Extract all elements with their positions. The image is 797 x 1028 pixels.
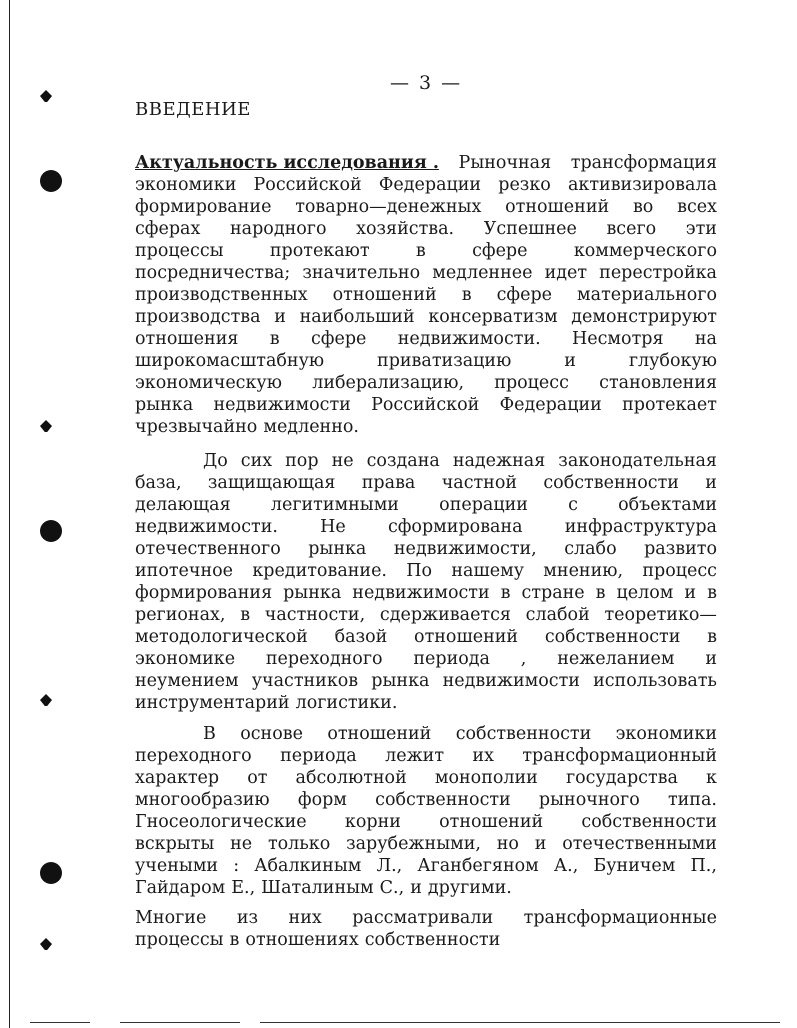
word: А., [553, 856, 579, 876]
word: резко [498, 175, 551, 195]
word: во [632, 197, 654, 217]
text-line [135, 767, 717, 789]
text-line [135, 218, 717, 240]
word: консерватизм [428, 307, 558, 327]
word: собственности [581, 812, 717, 832]
word: в [240, 605, 251, 625]
word: чрезвычайно [135, 417, 258, 437]
word: слабой [525, 605, 590, 625]
word: Рыночная [458, 153, 552, 173]
word: инструментарий [135, 693, 290, 713]
word: Федерации [499, 395, 602, 415]
word: учеными [135, 856, 219, 876]
word: идет [544, 263, 588, 283]
word: сфере [496, 285, 553, 305]
word: периода [413, 649, 490, 669]
text-line [135, 174, 717, 196]
word: права [361, 473, 416, 493]
word: не [230, 834, 253, 854]
word: отношений [332, 285, 437, 305]
word: протекает [622, 395, 717, 415]
word: процессы [135, 241, 224, 261]
word: Аганбегяном [417, 856, 539, 876]
text-line [135, 328, 717, 350]
word: демонстрируют [571, 307, 717, 327]
word: форм [297, 790, 347, 810]
word: инфраструктура [564, 517, 717, 537]
text-line [135, 789, 717, 811]
word: в [461, 285, 472, 305]
word: народного [229, 219, 327, 239]
word: Гайдаром [135, 878, 226, 898]
word: отношений [505, 197, 610, 217]
word: в [415, 241, 426, 261]
word: методологической [135, 627, 308, 647]
word: рынка [283, 583, 342, 603]
word: участников [251, 671, 359, 691]
word: частной [441, 473, 518, 493]
word: собственности [375, 790, 511, 810]
scan-bottom-line [30, 1022, 90, 1023]
text-line [135, 723, 717, 745]
word: процесс [642, 561, 717, 581]
word: наибольший [299, 307, 415, 327]
word: рынка [135, 395, 194, 415]
word: формирования [135, 583, 273, 603]
text-line [135, 516, 717, 538]
word: По [406, 561, 433, 581]
word: трансформация [570, 153, 717, 173]
word: трансформационный [522, 746, 717, 766]
word: мнению, [543, 561, 624, 581]
word: процессы [135, 930, 224, 950]
word: отечественными [562, 834, 717, 854]
word: зарубежными, [346, 834, 481, 854]
text-line [135, 670, 717, 692]
text-line [135, 582, 717, 604]
lead-phrase: Актуальность исследования . [135, 153, 439, 173]
text-line [135, 350, 717, 372]
paragraph [135, 723, 717, 899]
text-line [135, 284, 717, 306]
word: и [705, 649, 717, 669]
text-line [135, 929, 717, 951]
text-line [135, 450, 717, 472]
word: недвижимости, [393, 539, 537, 559]
word: Абалкиным [254, 856, 362, 876]
word: и [564, 351, 576, 371]
word: их [472, 746, 494, 766]
scan-margin-line [9, 0, 10, 1028]
word: переходного [135, 746, 252, 766]
word: Несмотря [572, 329, 664, 349]
word: характер [135, 768, 220, 788]
word: операции [439, 495, 528, 515]
scan-bottom-line [260, 1022, 780, 1023]
word: и [534, 834, 547, 854]
word: До [203, 451, 228, 471]
word: Гносеологические [135, 812, 307, 832]
word: экономическую [135, 373, 282, 393]
word: пор [285, 451, 319, 471]
word: посредничества; [135, 263, 291, 283]
word: материального [577, 285, 717, 305]
word: ипотечное [135, 561, 234, 581]
word: сформирована [387, 517, 523, 537]
word: Успешнее [483, 219, 577, 239]
word: использовать [593, 671, 717, 691]
word: товарно—денежных [295, 197, 482, 217]
word: экономики [135, 175, 237, 195]
word: в [229, 930, 240, 950]
word: Шаталиным [261, 878, 374, 898]
paragraph [135, 450, 717, 714]
text-line [135, 811, 717, 833]
word: : [233, 856, 240, 876]
word: недвижимости. [397, 329, 541, 349]
word: формирование [135, 197, 272, 217]
word: объектами [618, 495, 717, 515]
text-line [135, 472, 717, 494]
word: рынка [371, 671, 430, 691]
punch-hole [40, 862, 62, 884]
word: законодательная [558, 451, 717, 471]
word: недвижимости. [135, 517, 278, 537]
word: протекают [269, 241, 370, 261]
word: легитимными [270, 495, 399, 515]
word: в [269, 329, 280, 349]
word: отношений [414, 627, 519, 647]
word: переходного [265, 649, 383, 669]
word: сферах [135, 219, 201, 239]
word: основе [240, 724, 303, 744]
word: сфере [310, 329, 367, 349]
word: медленно. [263, 417, 359, 437]
scan-bottom-line [120, 1022, 240, 1023]
text-line [135, 394, 717, 416]
word: В [203, 724, 216, 744]
word: Российской [371, 395, 480, 415]
word: и [705, 473, 717, 493]
word: и [410, 878, 422, 898]
text-line [135, 262, 717, 284]
word: Федерации [378, 175, 482, 195]
word: лежит [385, 746, 445, 766]
word: значительно [302, 263, 421, 283]
word: в [500, 583, 511, 603]
word: надежная [452, 451, 546, 471]
word: базой [334, 627, 388, 647]
text-line [135, 538, 717, 560]
word: защищающая [207, 473, 336, 493]
text-line [135, 626, 717, 648]
word: производственных [135, 285, 308, 305]
word: стране [521, 583, 585, 603]
text-line [135, 648, 717, 670]
binder-mark [40, 90, 52, 102]
word: отечественного [135, 539, 281, 559]
word: многообразию [135, 790, 270, 810]
text-line [135, 372, 717, 394]
word: процесс [494, 373, 569, 393]
word: всего [606, 219, 657, 239]
word: собственности [544, 627, 681, 647]
word: Е., [231, 878, 256, 898]
word: вскрыты [135, 834, 215, 854]
word: теоретико— [604, 605, 717, 625]
word: монополии [434, 768, 538, 788]
word: коммерческого [573, 241, 717, 261]
word: , [520, 649, 527, 669]
word: медленнее [432, 263, 533, 283]
word: логистики. [295, 693, 398, 713]
word: активизировала [567, 175, 717, 195]
word: корни [344, 812, 401, 832]
text-line [135, 152, 717, 174]
word: отношений [327, 724, 432, 744]
word: экономике [135, 649, 236, 669]
word: сдерживается [379, 605, 511, 625]
word: регионах, [135, 605, 226, 625]
punch-hole [40, 170, 62, 192]
word: в [707, 627, 717, 647]
section-heading: ВВЕДЕНИЕ [135, 99, 251, 120]
word: экономики [615, 724, 717, 744]
word: отношений [439, 812, 544, 832]
word: становления [599, 373, 717, 393]
word: нежеланием [557, 649, 675, 669]
word: недвижимости [352, 583, 490, 603]
word: приватизацию [377, 351, 512, 371]
word: рынка [308, 539, 367, 559]
word: только [267, 834, 331, 854]
binder-mark [40, 694, 52, 706]
word: эти [685, 219, 717, 239]
word: Не [320, 517, 346, 537]
word: собственности [364, 930, 501, 950]
word: к [706, 768, 717, 788]
text-line [135, 604, 717, 626]
word: другими. [427, 878, 512, 898]
text-line [135, 196, 717, 218]
text-line [135, 833, 717, 855]
word: хозяйства. [356, 219, 455, 239]
text-line [135, 306, 717, 328]
word: в [595, 583, 606, 603]
text-line [135, 560, 717, 582]
word: Многие [135, 908, 207, 928]
word: С., [379, 878, 405, 898]
word: сих [240, 451, 273, 471]
word: развито [644, 539, 717, 559]
paragraph [135, 907, 717, 951]
text-line [135, 416, 717, 438]
text-line [135, 692, 717, 714]
word: сфере [472, 241, 528, 261]
word: Буничем [593, 856, 676, 876]
word: отношения [135, 329, 239, 349]
word: глубокую [628, 351, 717, 371]
word: с [568, 495, 578, 515]
word: недвижимости [213, 395, 351, 415]
word: собственности [543, 473, 679, 493]
word: создана [366, 451, 440, 471]
word: Л., [376, 856, 403, 876]
word: государства [565, 768, 678, 788]
word: трансформационные [523, 908, 717, 928]
word: них [288, 908, 322, 928]
text-line [135, 907, 717, 929]
word: периода [280, 746, 357, 766]
word: частности, [264, 605, 366, 625]
word: и [684, 583, 697, 603]
word: недвижимости [442, 671, 580, 691]
word: целом [616, 583, 674, 603]
text-line [135, 494, 717, 516]
word: делающая [135, 495, 231, 515]
word: типа. [667, 790, 717, 810]
word: но [496, 834, 519, 854]
word: рассматривали [352, 908, 494, 928]
word: рыночного [538, 790, 640, 810]
word: не [331, 451, 354, 471]
word: собственности [455, 724, 592, 744]
word: П., [690, 856, 717, 876]
word: производства [135, 307, 261, 327]
word: нашему [451, 561, 525, 581]
paragraph [135, 152, 717, 438]
binder-mark [40, 420, 52, 432]
text-line [135, 877, 717, 899]
page-number: — 3 — [390, 72, 463, 94]
word: слабо [564, 539, 617, 559]
word: от [247, 768, 268, 788]
word: всех [677, 197, 717, 217]
word: неумением [135, 671, 239, 691]
word: на [694, 329, 717, 349]
text-line [135, 855, 717, 877]
text-line [135, 240, 717, 262]
text-line [135, 745, 717, 767]
word: перестройка [599, 263, 717, 283]
word: Российской [253, 175, 362, 195]
word: и [274, 307, 286, 327]
word: широкомасштабную [135, 351, 325, 371]
word: в [707, 583, 717, 603]
word: отношениях [245, 930, 359, 950]
word: либерализацию, [312, 373, 465, 393]
word: база, [135, 473, 182, 493]
word: абсолютной [295, 768, 407, 788]
punch-hole [40, 520, 62, 542]
word: из [236, 908, 259, 928]
word: кредитование. [252, 561, 387, 581]
binder-mark [40, 938, 52, 950]
